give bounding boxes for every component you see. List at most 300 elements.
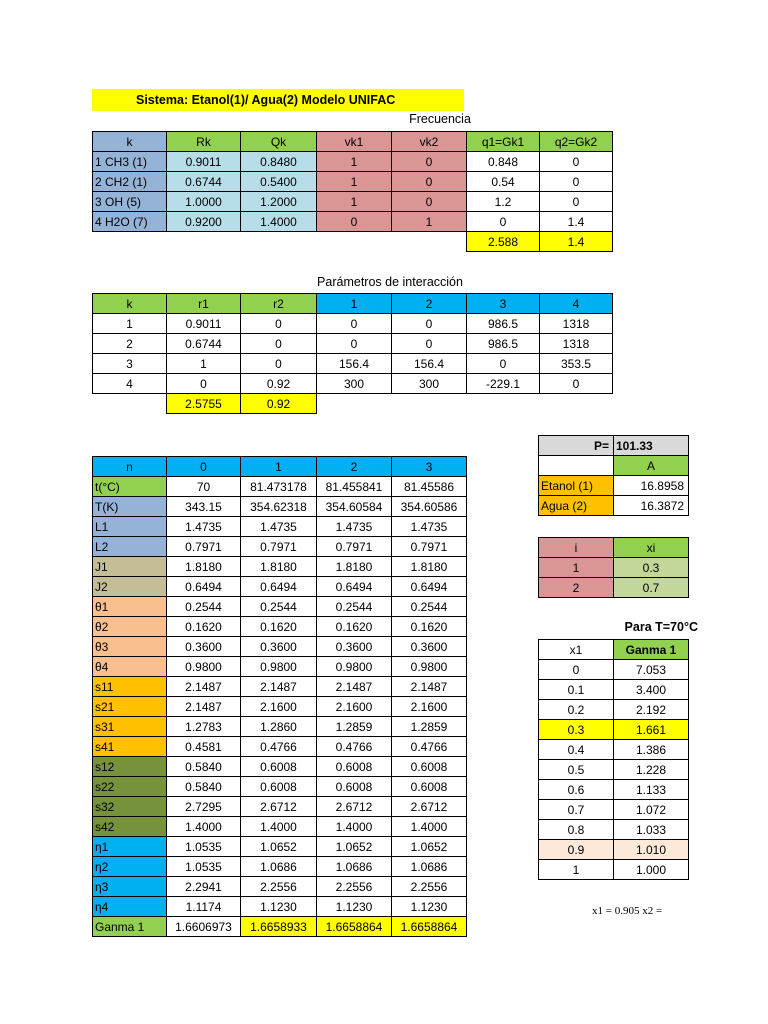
iteration-value: 1.6658933 <box>241 917 317 937</box>
cell: 2 <box>93 334 167 354</box>
iteration-value: 1.4000 <box>317 817 392 837</box>
header-vk2: vk2 <box>392 132 467 152</box>
group-q1: 0.54 <box>467 172 540 192</box>
cell: 0 <box>392 314 467 334</box>
row-label: t(°C) <box>93 477 167 497</box>
table-row <box>539 578 689 598</box>
table-row <box>93 152 613 172</box>
cell: 1 <box>93 314 167 334</box>
iteration-value: 0.7971 <box>317 537 392 557</box>
gamma1-value: 1.133 <box>614 780 689 800</box>
pressure-row <box>539 436 689 456</box>
gamma-table <box>538 639 689 880</box>
iteration-value: 1.0535 <box>167 837 241 857</box>
iteration-value: 1.4735 <box>167 517 241 537</box>
iteration-value: 0.2544 <box>392 597 467 617</box>
total-q2: 1.4 <box>540 232 613 252</box>
x1-value: 0.6 <box>539 780 614 800</box>
table-row <box>93 172 613 192</box>
interaction-header-row <box>93 294 613 314</box>
gamma1-value: 1.033 <box>614 820 689 840</box>
table-row <box>93 637 467 657</box>
iteration-value: 0.9800 <box>392 657 467 677</box>
row-label: s31 <box>93 717 167 737</box>
x1-value: 0 <box>539 660 614 680</box>
iteration-value: 2.7295 <box>167 797 241 817</box>
group-q2: 0 <box>540 172 613 192</box>
table-row <box>539 740 689 760</box>
table-row <box>93 354 613 374</box>
table-row <box>539 476 689 496</box>
table-row <box>539 700 689 720</box>
pressure-label: P= <box>539 436 614 456</box>
table-row <box>539 720 689 740</box>
table-row <box>93 212 613 232</box>
table-row <box>93 192 613 212</box>
iteration-value: 0.6494 <box>241 577 317 597</box>
iteration-value: 0.6008 <box>317 757 392 777</box>
iteration-value: 1.0652 <box>241 837 317 857</box>
iteration-value: 2.2941 <box>167 877 241 897</box>
iteration-value: 0.4766 <box>241 737 317 757</box>
iteration-value: 0.4766 <box>317 737 392 757</box>
iteration-value: 2.1487 <box>167 677 241 697</box>
iteration-value: 2.1487 <box>392 677 467 697</box>
gamma1-value: 1.000 <box>614 860 689 880</box>
iteration-value: 81.45586 <box>392 477 467 497</box>
group-qk: 0.5400 <box>241 172 317 192</box>
header-r1: r1 <box>167 294 241 314</box>
cell: 986.5 <box>467 334 540 354</box>
cell: 986.5 <box>467 314 540 334</box>
iteration-value: 2.1600 <box>241 697 317 717</box>
antoine-a-value: 16.3872 <box>614 496 689 516</box>
footnote-formula: x1 = 0.905 x2 = <box>592 905 663 917</box>
groups-table <box>92 131 613 252</box>
row-label: s42 <box>93 817 167 837</box>
header-iter-3: 3 <box>392 457 467 477</box>
total-q1: 2.588 <box>467 232 540 252</box>
iteration-value: 1.8180 <box>317 557 392 577</box>
row-label: Ganma 1 <box>93 917 167 937</box>
iteration-header-row <box>93 457 467 477</box>
x1-value: 0.9 <box>539 840 614 860</box>
table-row <box>539 558 689 578</box>
row-label: η1 <box>93 837 167 857</box>
cell: 0 <box>540 374 613 394</box>
composition-table <box>538 537 689 598</box>
header-iter-0: 0 <box>167 457 241 477</box>
x1-value: 0.3 <box>539 720 614 740</box>
cell: 0.9011 <box>167 314 241 334</box>
component-index: 2 <box>539 578 614 598</box>
iteration-value: 354.62318 <box>241 497 317 517</box>
cell: 0 <box>241 354 317 374</box>
table-row <box>93 737 467 757</box>
table-row <box>93 697 467 717</box>
table-row <box>93 797 467 817</box>
antoine-a-value: 16.8958 <box>614 476 689 496</box>
iteration-value: 1.6606973 <box>167 917 241 937</box>
x1-value: 0.1 <box>539 680 614 700</box>
table-row <box>539 840 689 860</box>
iteration-value: 343.15 <box>167 497 241 517</box>
antoine-table <box>538 435 689 516</box>
iteration-value: 70 <box>167 477 241 497</box>
iteration-value: 0.9800 <box>167 657 241 677</box>
iteration-value: 1.4735 <box>317 517 392 537</box>
iteration-value: 0.4766 <box>392 737 467 757</box>
header-iter-1: 1 <box>241 457 317 477</box>
table-row <box>93 897 467 917</box>
groups-totals-row <box>93 232 613 252</box>
iteration-value: 2.1487 <box>167 697 241 717</box>
iteration-value: 1.4000 <box>241 817 317 837</box>
gamma1-value: 1.386 <box>614 740 689 760</box>
interaction-totals-row <box>93 394 613 414</box>
pressure-value: 101.33 <box>614 436 689 456</box>
iteration-value: 0.6494 <box>317 577 392 597</box>
table-row <box>93 537 467 557</box>
gamma1-value: 1.010 <box>614 840 689 860</box>
gamma1-value: 2.192 <box>614 700 689 720</box>
iteration-value: 0.5840 <box>167 777 241 797</box>
iteration-value: 1.4000 <box>167 817 241 837</box>
table-row <box>93 497 467 517</box>
row-label: θ3 <box>93 637 167 657</box>
interaction-caption: Parámetros de interacción <box>317 275 463 289</box>
cell: 300 <box>392 374 467 394</box>
iteration-value: 0.5840 <box>167 757 241 777</box>
iteration-value: 1.0652 <box>317 837 392 857</box>
table-row <box>93 877 467 897</box>
table-row <box>539 780 689 800</box>
cell: 156.4 <box>392 354 467 374</box>
iteration-value: 0.7971 <box>241 537 317 557</box>
frequency-caption: Frecuencia <box>409 112 471 126</box>
iteration-value: 0.2544 <box>167 597 241 617</box>
row-label: s12 <box>93 757 167 777</box>
cell: 353.5 <box>540 354 613 374</box>
table-row <box>539 680 689 700</box>
sheet-title: Sistema: Etanol(1)/ Agua(2) Modelo UNIFAC <box>92 89 464 111</box>
iteration-value: 1.0652 <box>392 837 467 857</box>
header-iter-2: 2 <box>317 457 392 477</box>
iteration-value: 2.2556 <box>241 877 317 897</box>
iteration-value: 0.6008 <box>392 757 467 777</box>
table-row <box>93 717 467 737</box>
cell: 156.4 <box>317 354 392 374</box>
header-q1: q1=Gk1 <box>467 132 540 152</box>
row-label: s41 <box>93 737 167 757</box>
table-row <box>93 617 467 637</box>
iteration-value: 2.6712 <box>241 797 317 817</box>
composition-header-row <box>539 538 689 558</box>
row-label: L1 <box>93 517 167 537</box>
x1-value: 1 <box>539 860 614 880</box>
row-label: θ4 <box>93 657 167 677</box>
table-row <box>93 334 613 354</box>
group-vk1: 0 <box>317 212 392 232</box>
header-n: n <box>93 457 167 477</box>
cell: 4 <box>93 374 167 394</box>
x1-value: 0.5 <box>539 760 614 780</box>
gamma1-value: 1.228 <box>614 760 689 780</box>
cell: 0 <box>241 334 317 354</box>
table-row <box>539 496 689 516</box>
antoine-header-row <box>539 456 689 476</box>
table-row <box>93 837 467 857</box>
x1-value: 0.4 <box>539 740 614 760</box>
table-row <box>93 677 467 697</box>
gamma1-value: 7.053 <box>614 660 689 680</box>
total-r1: 2.5755 <box>167 394 241 414</box>
group-rk: 0.6744 <box>167 172 241 192</box>
table-row <box>93 597 467 617</box>
table-row <box>93 577 467 597</box>
iteration-value: 1.2859 <box>392 717 467 737</box>
table-row <box>93 314 613 334</box>
iteration-value: 0.2544 <box>241 597 317 617</box>
iteration-value: 2.6712 <box>392 797 467 817</box>
cell: 1318 <box>540 334 613 354</box>
iteration-value: 1.8180 <box>241 557 317 577</box>
row-label: s22 <box>93 777 167 797</box>
table-row <box>539 820 689 840</box>
table-row <box>93 817 467 837</box>
iteration-value: 0.6008 <box>392 777 467 797</box>
table-row <box>93 657 467 677</box>
iteration-value: 0.6008 <box>317 777 392 797</box>
iteration-value: 0.1620 <box>167 617 241 637</box>
group-qk: 1.2000 <box>241 192 317 212</box>
table-row <box>93 917 467 937</box>
cell: 0 <box>392 334 467 354</box>
antoine-a-header: A <box>614 456 689 476</box>
table-row <box>93 374 613 394</box>
row-label: s21 <box>93 697 167 717</box>
table-row <box>93 777 467 797</box>
iteration-value: 81.473178 <box>241 477 317 497</box>
iteration-value: 0.6008 <box>241 777 317 797</box>
group-vk2: 0 <box>392 172 467 192</box>
table-row <box>93 517 467 537</box>
header-3: 3 <box>467 294 540 314</box>
iteration-value: 1.0686 <box>241 857 317 877</box>
header-k: k <box>93 294 167 314</box>
header-xi: xi <box>614 538 689 558</box>
iteration-value: 1.8180 <box>392 557 467 577</box>
x1-value: 0.2 <box>539 700 614 720</box>
component-index: 1 <box>539 558 614 578</box>
row-label: η4 <box>93 897 167 917</box>
iteration-value: 1.1174 <box>167 897 241 917</box>
table-row <box>93 477 467 497</box>
header-qk: Qk <box>241 132 317 152</box>
group-qk: 1.4000 <box>241 212 317 232</box>
table-row <box>539 800 689 820</box>
iteration-value: 0.7971 <box>392 537 467 557</box>
table-row <box>539 660 689 680</box>
group-q2: 0 <box>540 152 613 172</box>
iteration-value: 2.2556 <box>392 877 467 897</box>
row-label: T(K) <box>93 497 167 517</box>
interaction-table <box>92 293 613 414</box>
compound-name: Agua (2) <box>539 496 614 516</box>
cell: 300 <box>317 374 392 394</box>
group-rk: 0.9200 <box>167 212 241 232</box>
header-x1: x1 <box>539 640 614 660</box>
iteration-value: 1.1230 <box>241 897 317 917</box>
compound-name: Etanol (1) <box>539 476 614 496</box>
row-label: θ2 <box>93 617 167 637</box>
cell: 0 <box>167 374 241 394</box>
table-row <box>539 860 689 880</box>
iteration-value: 354.60584 <box>317 497 392 517</box>
iteration-value: 2.1600 <box>317 697 392 717</box>
group-vk2: 0 <box>392 192 467 212</box>
cell: 0 <box>467 354 540 374</box>
groups-header-row <box>93 132 613 152</box>
iteration-value: 0.3600 <box>241 637 317 657</box>
header-i: i <box>539 538 614 558</box>
x1-value: 0.7 <box>539 800 614 820</box>
iteration-value: 0.1620 <box>241 617 317 637</box>
group-k: 2 CH2 (1) <box>93 172 167 192</box>
iteration-value: 2.1487 <box>241 677 317 697</box>
cell: 0 <box>317 314 392 334</box>
table-row <box>93 757 467 777</box>
group-q2: 1.4 <box>540 212 613 232</box>
row-label: J1 <box>93 557 167 577</box>
group-q1: 1.2 <box>467 192 540 212</box>
group-vk1: 1 <box>317 152 392 172</box>
iteration-value: 1.6658864 <box>317 917 392 937</box>
iteration-value: 1.2783 <box>167 717 241 737</box>
iteration-value: 354.60586 <box>392 497 467 517</box>
group-vk2: 1 <box>392 212 467 232</box>
header-4: 4 <box>540 294 613 314</box>
gamma-caption: Para T=70°C <box>624 620 698 634</box>
row-label: s32 <box>93 797 167 817</box>
mole-fraction: 0.7 <box>614 578 689 598</box>
iteration-value: 0.1620 <box>317 617 392 637</box>
iteration-value: 1.4735 <box>392 517 467 537</box>
iteration-table-body <box>93 457 467 937</box>
iteration-value: 1.1230 <box>392 897 467 917</box>
gamma1-value: 3.400 <box>614 680 689 700</box>
iteration-value: 1.4000 <box>392 817 467 837</box>
iteration-value: 1.2859 <box>317 717 392 737</box>
iteration-value: 2.2556 <box>317 877 392 897</box>
iteration-value: 1.0535 <box>167 857 241 877</box>
header-k: k <box>93 132 167 152</box>
group-rk: 1.0000 <box>167 192 241 212</box>
iteration-value: 0.3600 <box>317 637 392 657</box>
row-label: η3 <box>93 877 167 897</box>
cell: 1 <box>167 354 241 374</box>
row-label: J2 <box>93 577 167 597</box>
iteration-value: 1.0686 <box>392 857 467 877</box>
cell: 0.6744 <box>167 334 241 354</box>
iteration-value: 2.6712 <box>317 797 392 817</box>
iteration-value: 1.4735 <box>241 517 317 537</box>
iteration-value: 2.1600 <box>392 697 467 717</box>
iteration-value: 2.1487 <box>317 677 392 697</box>
table-row <box>539 760 689 780</box>
table-row <box>93 557 467 577</box>
cell: 0 <box>317 334 392 354</box>
header-rk: Rk <box>167 132 241 152</box>
iteration-value: 0.3600 <box>392 637 467 657</box>
group-vk2: 0 <box>392 152 467 172</box>
group-q2: 0 <box>540 192 613 212</box>
iteration-value: 1.0686 <box>317 857 392 877</box>
iteration-value: 1.1230 <box>317 897 392 917</box>
group-vk1: 1 <box>317 172 392 192</box>
header-r2: r2 <box>241 294 317 314</box>
mole-fraction: 0.3 <box>614 558 689 578</box>
cell: 0.92 <box>241 374 317 394</box>
iteration-value: 81.455841 <box>317 477 392 497</box>
iteration-value: 0.9800 <box>317 657 392 677</box>
gamma-header-row <box>539 640 689 660</box>
row-label: s11 <box>93 677 167 697</box>
iteration-value: 0.9800 <box>241 657 317 677</box>
x1-value: 0.8 <box>539 820 614 840</box>
group-k: 4 H2O (7) <box>93 212 167 232</box>
iteration-value: 0.6494 <box>392 577 467 597</box>
iteration-table <box>92 456 467 937</box>
table-row <box>93 857 467 877</box>
group-qk: 0.8480 <box>241 152 317 172</box>
row-label: η2 <box>93 857 167 877</box>
iteration-value: 1.2860 <box>241 717 317 737</box>
iteration-value: 0.3600 <box>167 637 241 657</box>
group-q1: 0 <box>467 212 540 232</box>
iteration-value: 0.7971 <box>167 537 241 557</box>
header-2: 2 <box>392 294 467 314</box>
group-rk: 0.9011 <box>167 152 241 172</box>
iteration-value: 0.1620 <box>392 617 467 637</box>
header-1: 1 <box>317 294 392 314</box>
antoine-blank-header <box>539 456 614 476</box>
iteration-value: 1.6658864 <box>392 917 467 937</box>
header-gamma1: Ganma 1 <box>614 640 689 660</box>
header-vk1: vk1 <box>317 132 392 152</box>
group-k: 1 CH3 (1) <box>93 152 167 172</box>
group-k: 3 OH (5) <box>93 192 167 212</box>
cell: 1318 <box>540 314 613 334</box>
row-label: L2 <box>93 537 167 557</box>
cell: 3 <box>93 354 167 374</box>
total-r2: 0.92 <box>241 394 317 414</box>
iteration-value: 0.6494 <box>167 577 241 597</box>
header-q2: q2=Gk2 <box>540 132 613 152</box>
iteration-value: 1.8180 <box>167 557 241 577</box>
cell: -229.1 <box>467 374 540 394</box>
iteration-value: 0.6008 <box>241 757 317 777</box>
row-label: θ1 <box>93 597 167 617</box>
iteration-value: 0.4581 <box>167 737 241 757</box>
group-q1: 0.848 <box>467 152 540 172</box>
cell: 0 <box>241 314 317 334</box>
gamma-table-body <box>539 640 689 880</box>
iteration-value: 0.2544 <box>317 597 392 617</box>
gamma1-value: 1.661 <box>614 720 689 740</box>
gamma1-value: 1.072 <box>614 800 689 820</box>
group-vk1: 1 <box>317 192 392 212</box>
